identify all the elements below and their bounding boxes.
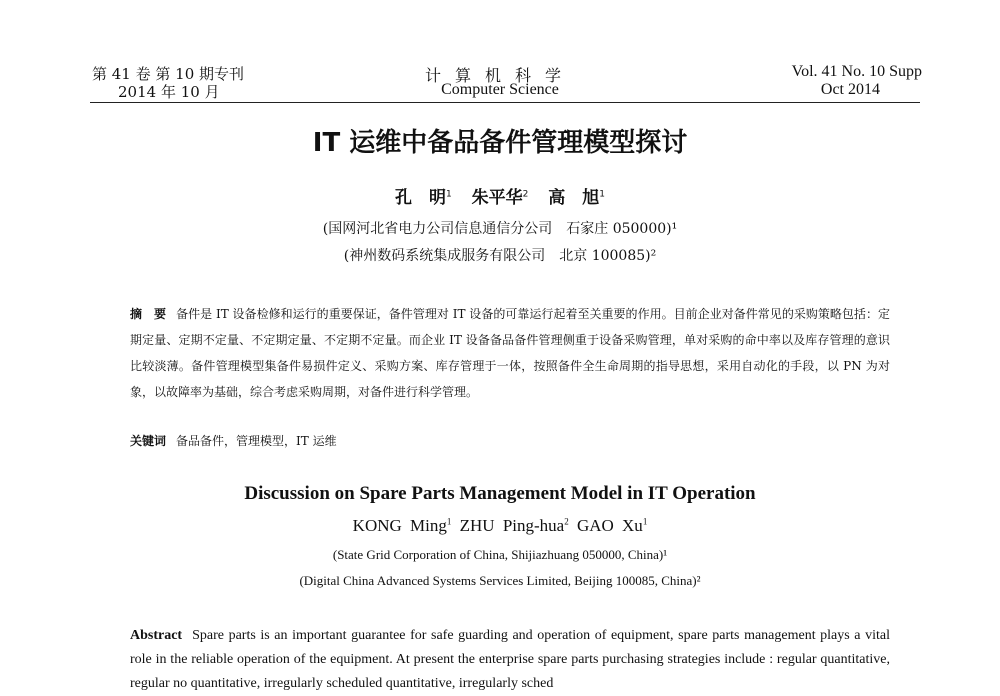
journal-date-cn: 2014 年 10 月 [118, 83, 220, 101]
keywords-cn-label: 关键词 [130, 434, 167, 448]
author-en: ZHU Ping-hua$^2$ [459, 516, 569, 535]
affiliation-cn-1: (国网河北省电力公司信息通信分公司 石家庄 050000)¹ [322, 221, 678, 237]
abstract-en [130, 624, 890, 696]
author-en: KONG Ming$^1$ [352, 516, 452, 535]
authors-en [0, 516, 1000, 536]
author-en: GAO Xu$^1$ [576, 516, 648, 535]
journal-volume-en: Vol. 41 No. 10 Supp [791, 63, 922, 80]
header-rule [90, 102, 920, 103]
author-cn: 孔 明$^1$ [394, 188, 452, 208]
abstract-en-text: Spare parts is an important guarantee for safe guarding and operation of equipment, spare parts management plays a vital role in the reliable operation of the equipment. At present the enterprise spare parts purchasing strategies include : regular quantitative, regular no quantitative, irregularly scheduled quantitative, irregularly sched [130, 628, 890, 691]
affiliation-en-1: (State Grid Corporation of China, Shijiazhuang 050000, China)¹ [332, 547, 668, 562]
keywords-cn [130, 432, 337, 449]
journal-volume-cn: 第 41 卷 第 10 期专刊 [92, 65, 245, 83]
paper-title-cn: IT 运维中备品备件管理模型探讨 [312, 128, 688, 158]
abstract-en-label: Abstract [130, 628, 183, 643]
keywords-cn-text: 备品备件，管理模型，IT 运维 [176, 434, 337, 448]
authors-cn [0, 183, 1000, 208]
author-cn: 高 旭$^1$ [548, 188, 606, 208]
abstract-cn-label: 摘 要 [130, 307, 167, 321]
journal-name-en: Computer Science [441, 81, 559, 98]
journal-name-cn: 计算机科学 [424, 66, 575, 85]
abstract-cn-text: 备件是 IT 设备检修和运行的重要保证，备件管理对 IT 设备的可靠运行起着至关重要的作用。目前企业对备件常见的采购策略包括：定期定量、定期不定量、不定期定量、不定期不定量。而企业 IT 设备备品备件管理侧重于设备采购管理，单对采购的命中率以及库存管理的意识比较淡薄。备件管理模型集备件易损件定义、采购方案、库存管理于一体，按照备件全生命周期的指导思想，采用自动化的手段，以 PN 为对象，以故障率为基础，综合考虑采购周期，对备件进行科学管理。 [130, 307, 890, 399]
affiliation-cn-2: (神州数码系统集成服务有限公司 北京 100085)² [343, 248, 657, 264]
abstract-cn [130, 301, 890, 405]
paper-title-en: Discussion on Spare Parts Management Model in IT Operation [244, 483, 756, 504]
author-cn: 朱平华$^2$ [471, 188, 529, 208]
affiliation-en-2: (Digital China Advanced Systems Services Limited, Beijing 100085, China)² [299, 573, 701, 588]
journal-date-en: Oct 2014 [820, 81, 880, 98]
